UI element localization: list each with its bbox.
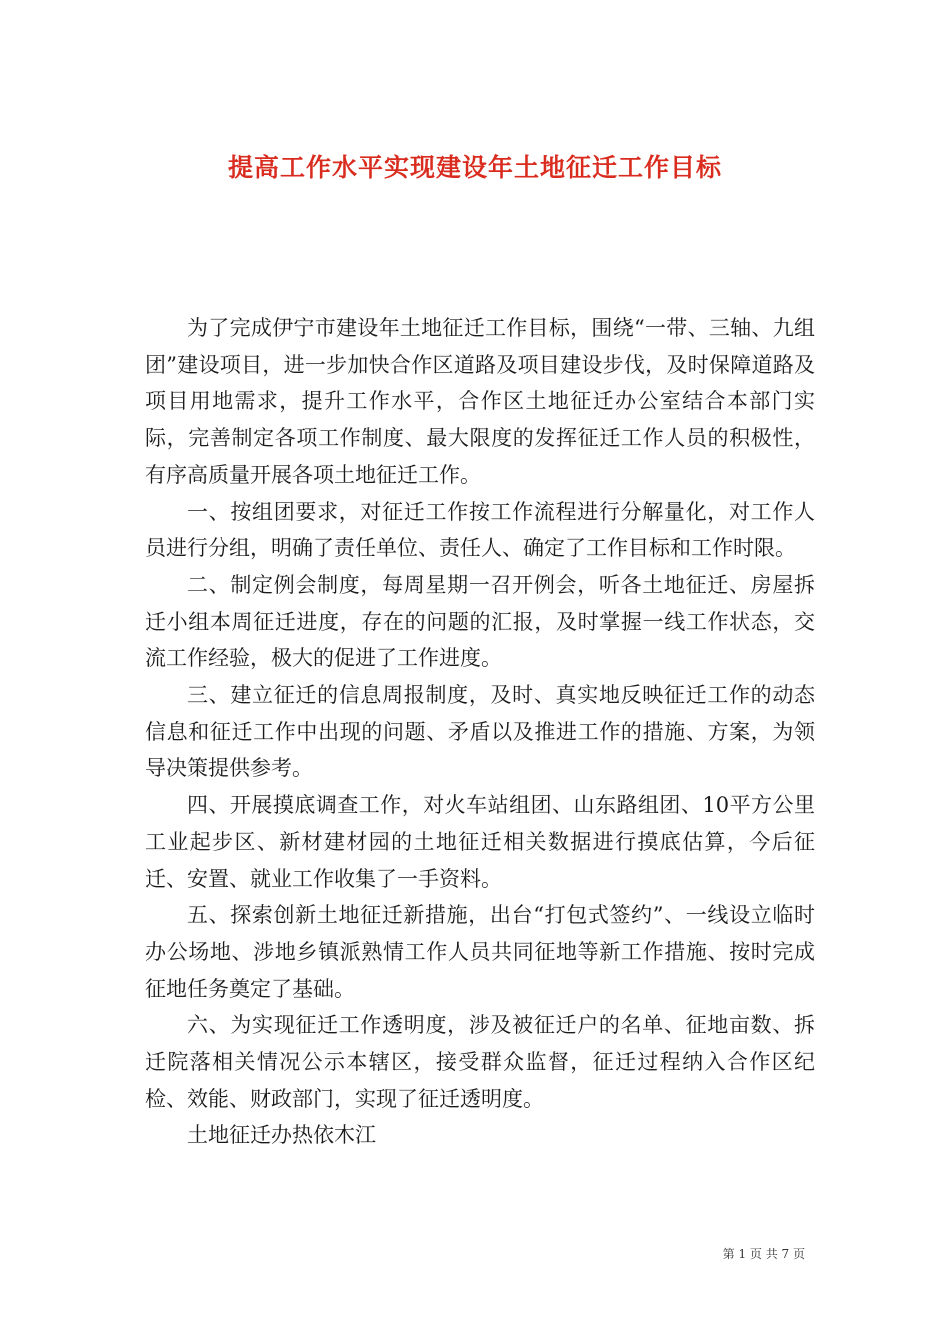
signature-line: 土地征迁办热依木江 bbox=[187, 1123, 376, 1148]
page-title: 提高工作水平实现建设年土地征迁工作目标 bbox=[227, 152, 722, 182]
paragraph-item-4: 四、开展摸底调查工作，对火车站组团、山东路组团、10平方公里工业起步区、新材建材园的土地征迁相关数据进行摸底估算，今后征迁、安置、就业工作收集了一手资料。 bbox=[145, 793, 815, 891]
document-body bbox=[145, 310, 815, 1154]
paragraph-item-3: 三、建立征迁的信息周报制度，及时、真实地反映征迁工作的动态信息和征迁工作中出现的问题、矛盾以及推进工作的措施、方案，为领导决策提供参考。 bbox=[145, 683, 815, 781]
paragraph-intro: 为了完成伊宁市建设年土地征迁工作目标，围绕“一带、三轴、九组团”建设项目，进一步加快合作区道路及项目建设步伐，及时保障道路及项目用地需求，提升工作水平，合作区土地征迁办公室结合本部门实际，完善制定各项工作制度、最大限度的发挥征迁工作人员的积极性，有序高质量开展各项土地征迁工作。 bbox=[145, 316, 815, 487]
paragraph-item-1: 一、按组团要求，对征迁工作按工作流程进行分解量化，对工作人员进行分组，明确了责任单位、责任人、确定了工作目标和工作时限。 bbox=[145, 499, 815, 561]
paragraph-item-2: 二、制定例会制度，每周星期一召开例会，听各土地征迁、房屋拆迁小组本周征迁进度，存在的问题的汇报，及时掌握一线工作状态，交流工作经验，极大的促进了工作进度。 bbox=[145, 572, 815, 671]
paragraph-item-6: 六、为实现征迁工作透明度，涉及被征迁户的名单、征地亩数、拆迁院落相关情况公示本辖区，接受群众监督，征迁过程纳入合作区纪检、效能、财政部门，实现了征迁透明度。 bbox=[145, 1013, 815, 1111]
paragraph-item-5: 五、探索创新土地征迁新措施，出台“打包式签约”、一线设立临时办公场地、涉地乡镇派熟情工作人员共同征地等新工作措施、按时完成征地任务奠定了基础。 bbox=[145, 903, 815, 1001]
page-number: 第 1 页 共 7 页 bbox=[722, 1247, 805, 1261]
